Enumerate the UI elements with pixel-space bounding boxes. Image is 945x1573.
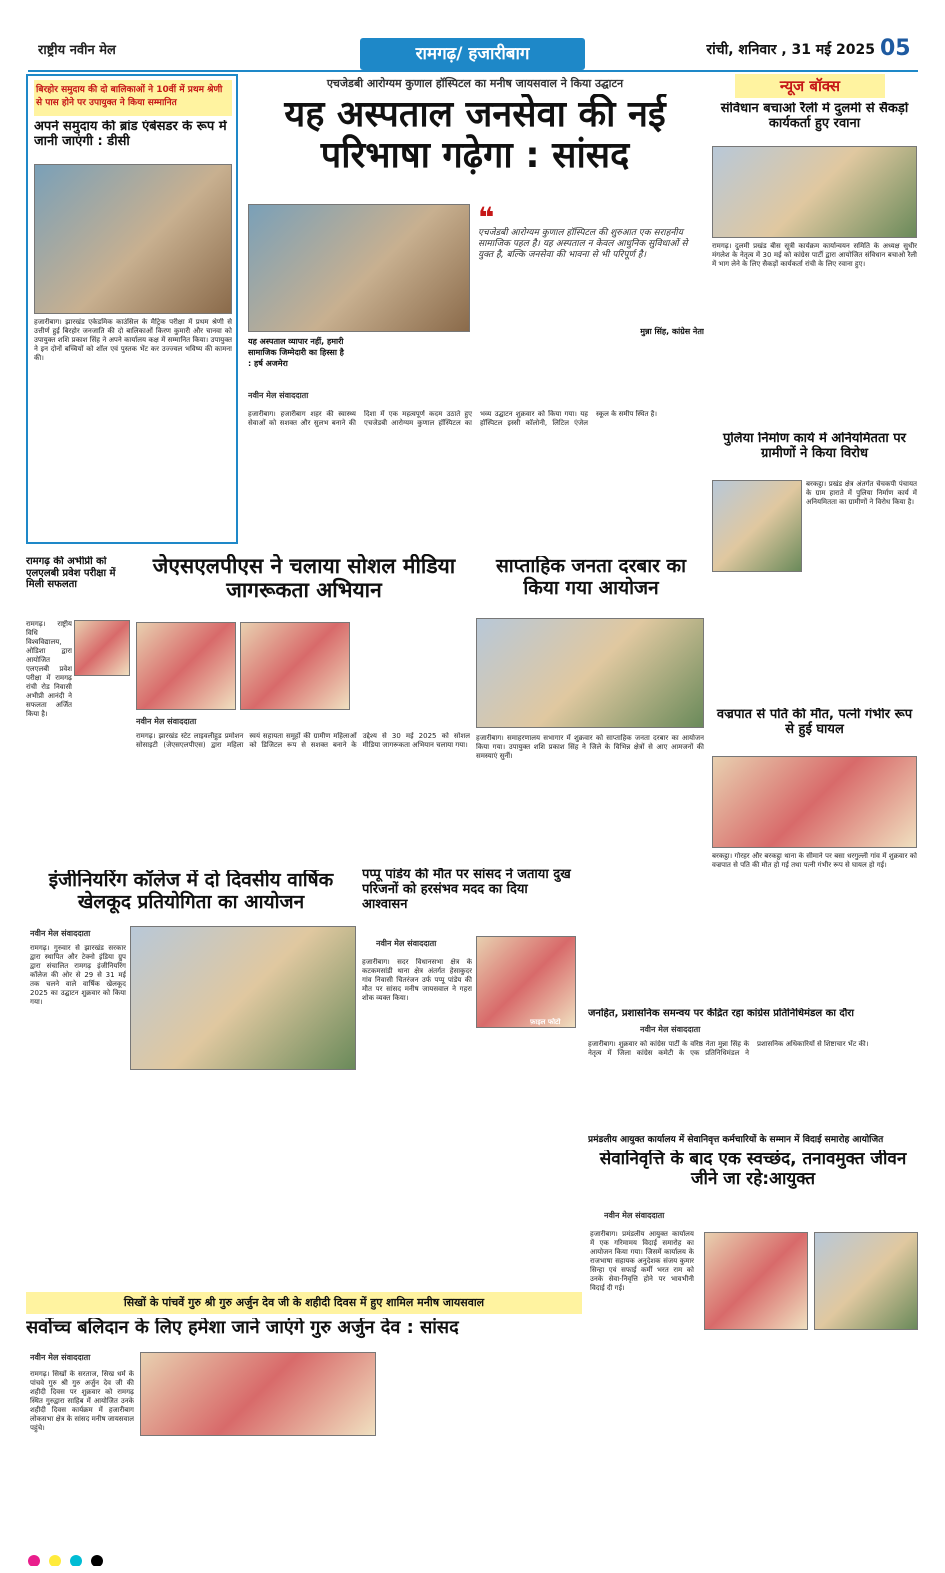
engineering-body: रामगढ़। गुरुवार से झारखंड सरकार द्वारा स्थापित और टेक्नो इंडिया ग्रुप द्वारा संचालित रामगढ़ इंजीनियरिंग कॉलेज की ओर से 29 से 31 मई तक चलने वाले वार्षिक खेलकूद 2025 का उद्घाटन शुक्रवार को किया गया। <box>30 944 126 1006</box>
jslps-photo-2 <box>240 622 350 710</box>
sports-photo <box>130 926 356 1070</box>
quote-mark-icon: ❝ <box>478 204 495 234</box>
news-story3-headline: वज्रपात से पति की मौत, पत्नी गंभीर रूप से हुई घायल <box>716 708 913 737</box>
inauguration-photo <box>248 204 470 332</box>
news-story2-body: बरकट्ठा। प्रखंड क्षेत्र अंतर्गत चेचकपी पंचायत के ग्राम हाराते में पुलिया निर्माण कार्य में अनियमितता का ग्रामीणों ने विरोध किया है। <box>806 480 917 506</box>
main-byline: नवीन मेल संवाददाता <box>248 391 309 400</box>
left-body: हजारीबाग। झारखंड एकेडमिक काउंसिल के मैट्रिक परीक्षा में प्रथम श्रेणी से उत्तीर्ण हुई बिरहोर जनजाति की दो बालिकाओं किरण कुमारी और चानवा को उपायुक्त शशि प्रकाश सिंह ने अपने कार्यालय कक्ष में सम्मानित किया। उपायुक्त ने इन दोनों बच्चियों को शॉल एवं पुस्तक भेंट कर उज्ज्वल भविष्य की कामना की। <box>34 318 232 362</box>
page-number: 05 <box>880 36 911 61</box>
bridge-photo <box>712 480 802 572</box>
news-story3-body: बरकट्ठा। गोरहर और बरकट्ठा थाना के सीमाने पर बसा धरगुल्ली गांव में शुक्रवार को वज्रपात से पति की मौत हो गई तथा पत्नी गंभीर रूप से घायल हो गई। <box>712 852 917 869</box>
jslps-byline: नवीन मेल संवाददाता <box>136 717 197 726</box>
registration-swatch <box>70 1555 82 1566</box>
newspaper-logo: राष्ट्रीय नवीन मेल <box>38 43 116 58</box>
rally-photo <box>712 146 917 238</box>
retirement-photo-2 <box>814 1232 918 1330</box>
pappu-byline: नवीन मेल संवाददाता <box>376 939 437 948</box>
registration-swatch <box>91 1555 103 1566</box>
jslps-body: रामगढ़। झारखंड स्टेट लाइवलीहुड प्रमोशन सोसाइटी (जेएसएलपीएस) द्वारा महिला स्वयं सहायता समूहों की ग्रामीण महिलाओं को डिजिटल रूप से सशक्त बनाने के उद्देश्य से 30 मई 2025 को सोशल मीडिया जागरूकता अभियान चलाया गया। <box>136 732 470 749</box>
student-headline: रामगढ़ की अभीप्री को एलएलबी प्रवेश परीक्षा में मिली सफलता <box>26 556 116 590</box>
pappu-photo <box>476 936 576 1028</box>
main-headline: यह अस्पताल जनसेवा की नई परिभाषा गढ़ेगा : सांसद <box>284 94 666 177</box>
color-registration-bar <box>28 1552 918 1566</box>
registration-swatch <box>28 1555 40 1566</box>
main-body: हजारीबाग। हजारीबाग शहर की स्वास्थ्य सेवाओं को सशक्त और सुलभ बनाने की दिशा में एक महत्वपूर्ण कदम उठाते हुए एचजेडबी आरोग्यम कुणाल हॉस्पिटल का भव्य उद्घाटन शुक्रवार को किया गया। यह हॉस्पिटल इस्सी कॉलोनी, लिटिल एंजेल स्कूल के समीप स्थित है। <box>248 410 658 427</box>
darbar-headline: साप्ताहिक जनता दरबार का किया गया आयोजन <box>495 556 687 599</box>
retirement-byline: नवीन मेल संवाददाता <box>604 1211 665 1220</box>
quote-text: एचजेडबी आरोग्यम कुणाल हॉस्पिटल की शुरुआत एक सराहनीय सामाजिक पहल है। यह अस्पताल न केवल आधुनिक सुविधाओं से युक्त है, बल्कि जनसेवा की भावना से भी परिपूर्ण है। <box>478 228 688 260</box>
registration-swatch <box>49 1555 61 1566</box>
header-rule <box>28 70 918 72</box>
guru-kicker: सिखों के पांचवें गुरु श्री गुरु अर्जुन देव जी के शहीदी दिवस में हुए शामिल मनीष जायसवाल <box>26 1292 582 1314</box>
pappu-body: हजारीबाग। सदर विधानसभा क्षेत्र के कटकमसांडी थाना क्षेत्र अंतर्गत हेसाकुदर गांव निवासी चितरंजन उर्फ पप्पू पांडेय की मौत पर सांसद मनीष जायसवाल ने गहरा शोक व्यक्त किया। <box>362 958 472 1002</box>
main-photo-caption: यह अस्पताल व्यापार नहीं, हमारी सामाजिक जिम्मेदारी का हिस्सा है : हर्ष अजमेरा <box>248 337 344 368</box>
news-story1-headline: संविधान बचाओ रैली में दुलमी से सैकड़ों कार्यकर्ता हुए रवाना <box>720 102 909 131</box>
student-body: रामगढ़। राष्ट्रीय विधि विश्वविद्यालय, ओडिशा द्वारा आयोजित एलएलबी प्रवेश परीक्षा में रामगढ़ रांची रोड निवासी अभीप्री आनंदी ने सफलता अर्जित किया है। <box>26 620 72 718</box>
main-kicker: एचजेडबी आरोग्यम कुणाल हॉस्पिटल का मनीष जायसवाल ने किया उद्घाटन <box>326 77 624 90</box>
award-photo <box>34 164 232 314</box>
quote-author: मुन्ना सिंह, कांग्रेस नेता <box>640 327 704 336</box>
guru-byline: नवीन मेल संवाददाता <box>30 1353 91 1362</box>
pappu-photo-label: फ़ाइल फोटो <box>530 1018 561 1026</box>
left-kicker: बिरहोर समुदाय की दो बालिकाओं ने 10वीं में प्रथम श्रेणी से पास होने पर उपायुक्त ने किया सम्मानित <box>34 80 232 116</box>
engineering-byline: नवीन मेल संवाददाता <box>30 929 91 938</box>
left-headline: अपने समुदाय की ब्रांड एंबेसडर के रूप में जानी जाएंगी : डीसी <box>34 120 227 149</box>
congress-headline: जनहित, प्रशासनिक समन्वय पर केंद्रित रहा कांग्रेस प्रतिनिधिमंडल का दौरा <box>588 1008 854 1019</box>
lightning-photo <box>712 756 917 848</box>
date-line: रांची, शनिवार , 31 मई 2025 <box>706 42 875 58</box>
left-feature-box <box>26 74 238 544</box>
section-title: रामगढ़/ हजारीबाग <box>360 38 585 70</box>
jslps-photo-1 <box>136 622 236 710</box>
guru-headline: सर्वोच्च बलिदान के लिए हमेशा जाने जाएंगे गुरु अर्जुन देव : सांसद <box>26 1318 459 1338</box>
retirement-kicker: प्रमंडलीय आयुक्त कार्यालय में सेवानिवृत्त कर्मचारियों के सम्मान में विदाई समारोह आयोजित <box>588 1135 884 1145</box>
guru-body: रामगढ़। सिखों के सरताज, सिख धर्म के पांचवे गुरु श्री गुरु अर्जुन देव जी की शहीदी दिवस पर शुक्रवार को रामगढ़ स्थित गुरुद्वारा साहिब में आयोजित उनके शहीदी दिवस कार्यक्रम में हजारीबाग लोकसभा क्षेत्र के सांसद मनीष जायसवाल पहुंचे। <box>30 1370 134 1432</box>
news-story2-headline: पुलिया निर्माण कार्य में अनियमितता पर ग्रामीणों ने किया विरोध <box>723 432 906 461</box>
congress-body: हजारीबाग। शुक्रवार को कांग्रेस पार्टी के वरिष्ठ नेता मुन्ना सिंह के नेतृत्व में जिला कांग्रेस कमेटी के एक प्रतिनिधिमंडल ने प्रशासनिक अधिकारियों से शिष्टाचार भेंट की। <box>588 1040 869 1057</box>
retirement-body: हजारीबाग। प्रमंडलीय आयुक्त कार्यालय में एक गरिमामय विदाई समारोह का आयोजन किया गया। जिसमें कार्यालय के राजभाषा सहायक अनुदेशक संजय कुमार सिन्हा एवं सफाई कर्मी भरत राम को उनके सेवा-निवृत्ति होने पर भावभीनी विदाई दी गई। <box>590 1230 694 1292</box>
pappu-headline: पप्पू पांडेय की मौत पर सांसद ने जताया दुख परिजनों को हरसंभव मदद का दिया आश्वासन <box>362 868 571 912</box>
news-story1-body: रामगढ़। दुलमी प्रखंड बीस सूत्री कार्यक्रम कार्यान्वयन समिति के अध्यक्ष सुधीर मंगलेश के नेतृत्व में 30 मई को कांग्रेस पार्टी द्वारा आयोजित संविधान बचाओ रैली में भाग लेने के लिए सैकड़ों कार्यकर्ता रांची के लिए रवाना हुए। <box>712 242 917 268</box>
retirement-headline: सेवानिवृत्ति के बाद एक स्वच्छंद, तनावमुक्त जीवन जीने जा रहे:आयुक्त <box>599 1150 907 1189</box>
gurudwara-photo <box>140 1352 376 1436</box>
retirement-photo-1 <box>704 1232 808 1330</box>
darbar-photo <box>476 618 704 728</box>
news-box-label: न्यूज बॉक्स <box>735 74 885 98</box>
main-quote-block <box>478 204 704 324</box>
student-photo <box>74 620 130 676</box>
congress-byline: नवीन मेल संवाददाता <box>640 1025 701 1034</box>
engineering-headline: इंजीनियरिंग कॉलेज में दो दिवसीय वार्षिक खेलकूद प्रतियोगिता का आयोजन <box>48 870 334 913</box>
jslps-headline: जेएसएलपीएस ने चलाया सोशल मीडिया जागरूकता अभियान <box>152 554 456 603</box>
darbar-body: हजारीबाग। समाहरणालय सभागार में शुक्रवार को साप्ताहिक जनता दरबार का आयोजन किया गया। उपायुक्त शशि प्रकाश सिंह ने जिले के विभिन्न क्षेत्रों से आए आमजनों की समस्याएं सुनीं। <box>476 734 704 760</box>
